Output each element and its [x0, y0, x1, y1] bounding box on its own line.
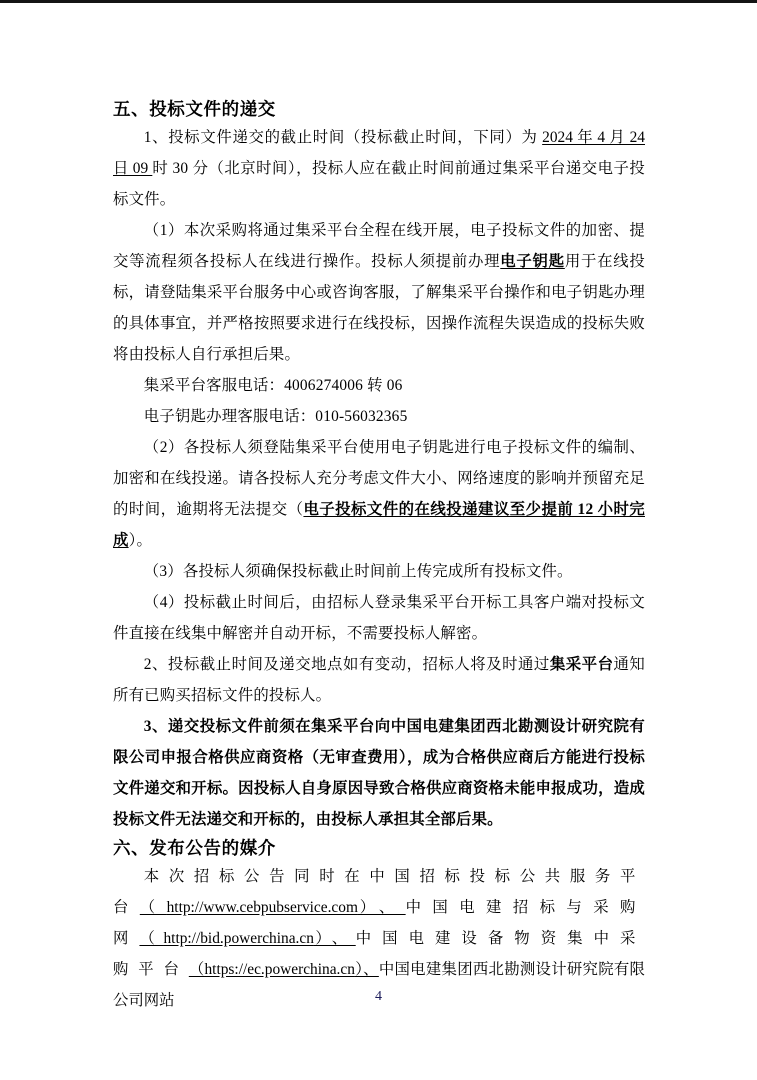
text-run-bold-platform: 集采平台 — [549, 656, 614, 673]
media-url-group-3 — [189, 961, 379, 978]
text-run: 时 30 分（北京时间），投标人应在截止时间前通过集采平台递交电子投标文件。 — [113, 160, 645, 208]
text-run: ）。 — [128, 532, 153, 549]
media-name-2: 中国电建设备物资集中采购平台 — [113, 930, 645, 978]
document-content — [113, 96, 645, 1016]
text-run-bold-underline-ekey: 电子钥匙 — [500, 253, 565, 270]
text-run: （3）各投标人须确保投标截止时间前上传完成所有投标文件。 — [143, 563, 573, 580]
text-run: 1、投标文件递交的截止时间（投标截止时间，下同）为 — [143, 129, 543, 146]
paren-close: ）、 — [357, 899, 406, 916]
text-run-bold-underline-12h: 电子投标文件的在线投递建议至少提前 12 小时完成 — [113, 501, 645, 549]
text-run: （4）投标截止时间后，由招标人登录集采平台开标工具客户端对投标文件直接在线集中解密并自动开标，不需要投标人解密。 — [113, 594, 645, 642]
paren-close: ）、 — [354, 961, 379, 978]
paren-open: （ — [139, 930, 164, 947]
text-run: 2、投标截止时间及递交地点如有变动，招标人将及时通过 — [143, 656, 550, 673]
paren-close: ）、 — [313, 930, 356, 947]
section-heading-six: 六、发布公告的媒介 — [113, 838, 276, 858]
page-top-edge — [0, 0, 757, 3]
section-heading-five: 五、投标文件的递交 — [113, 99, 276, 119]
text-run: （1）本次采购将通过集采平台全程在线开展，电子投标文件的加密、提交等流程须各投标人在线进行操作。投标人须提前办理 — [113, 222, 645, 270]
paragraph-ekey-hotline — [113, 401, 645, 432]
media-name-1: 中国电建招标与采购网 — [113, 899, 645, 947]
paragraph-platform-hotline — [113, 370, 645, 401]
paren-open: （ — [139, 899, 167, 916]
text-run-underline-date: 2024 年 4 月 24 日 09 — [113, 129, 645, 177]
paragraph-item-1 — [113, 215, 645, 370]
media-url-group-1 — [140, 899, 406, 916]
paragraph-deadline — [113, 122, 645, 215]
text-run-bold: 3、递交投标文件前须在集采平台向中国电建集团西北勘测设计研究院有限公司申报合格供应商资格（无审查费用），成为合格供应商后方能进行投标文件递交和开标。因投标人自身原因导致合格供应商资格未能申报成功，造成投标文件无法递交和开标的，由投标人承担其全部后果。 — [113, 718, 645, 828]
paragraph-supplier-qualification — [113, 711, 645, 835]
media-lead-text: 本次招标公告同时在中国招标投标公共服务平台 — [113, 868, 645, 916]
text-run: 用于在线投标，请登陆集采平台服务中心或咨询客服，了解集采平台操作和电子钥匙办理的具体事宜，并严格按照要求进行在线投标，因操作流程失误造成的投标失败将由投标人自行承担后果。 — [113, 253, 645, 363]
text-run: 电子钥匙办理客服电话：010-56032365 — [143, 408, 408, 425]
paragraph-item-3 — [113, 556, 645, 587]
media-url-link-bid-powerchina[interactable]: http://bid.powerchina.cn — [163, 930, 314, 947]
text-run: 通知所有已购买招标文件的投标人。 — [113, 656, 645, 704]
paragraph-change-notice — [113, 649, 645, 711]
media-url-link-ec-powerchina[interactable]: https://ec.powerchina.cn — [204, 961, 355, 978]
paragraph-item-4 — [113, 587, 645, 649]
paragraph-item-2 — [113, 432, 645, 556]
media-name-3: 中国电建集团西北勘测设计研究院有限公司网站 — [113, 961, 645, 1009]
page-number: 4 — [375, 989, 382, 1004]
paren-open: （ — [188, 961, 205, 978]
media-url-link-cebpubservice[interactable]: http://www.cebpubservice.com — [166, 899, 358, 916]
text-run: （2）各投标人须登陆集采平台使用电子钥匙进行电子投标文件的编制、加密和在线投递。请各投标人充分考虑文件大小、网络速度的影响并预留充足的时间，逾期将无法提交（ — [113, 439, 645, 518]
media-url-group-2 — [139, 930, 355, 947]
text-run: 集采平台客服电话：4006274006 转 06 — [143, 377, 403, 394]
